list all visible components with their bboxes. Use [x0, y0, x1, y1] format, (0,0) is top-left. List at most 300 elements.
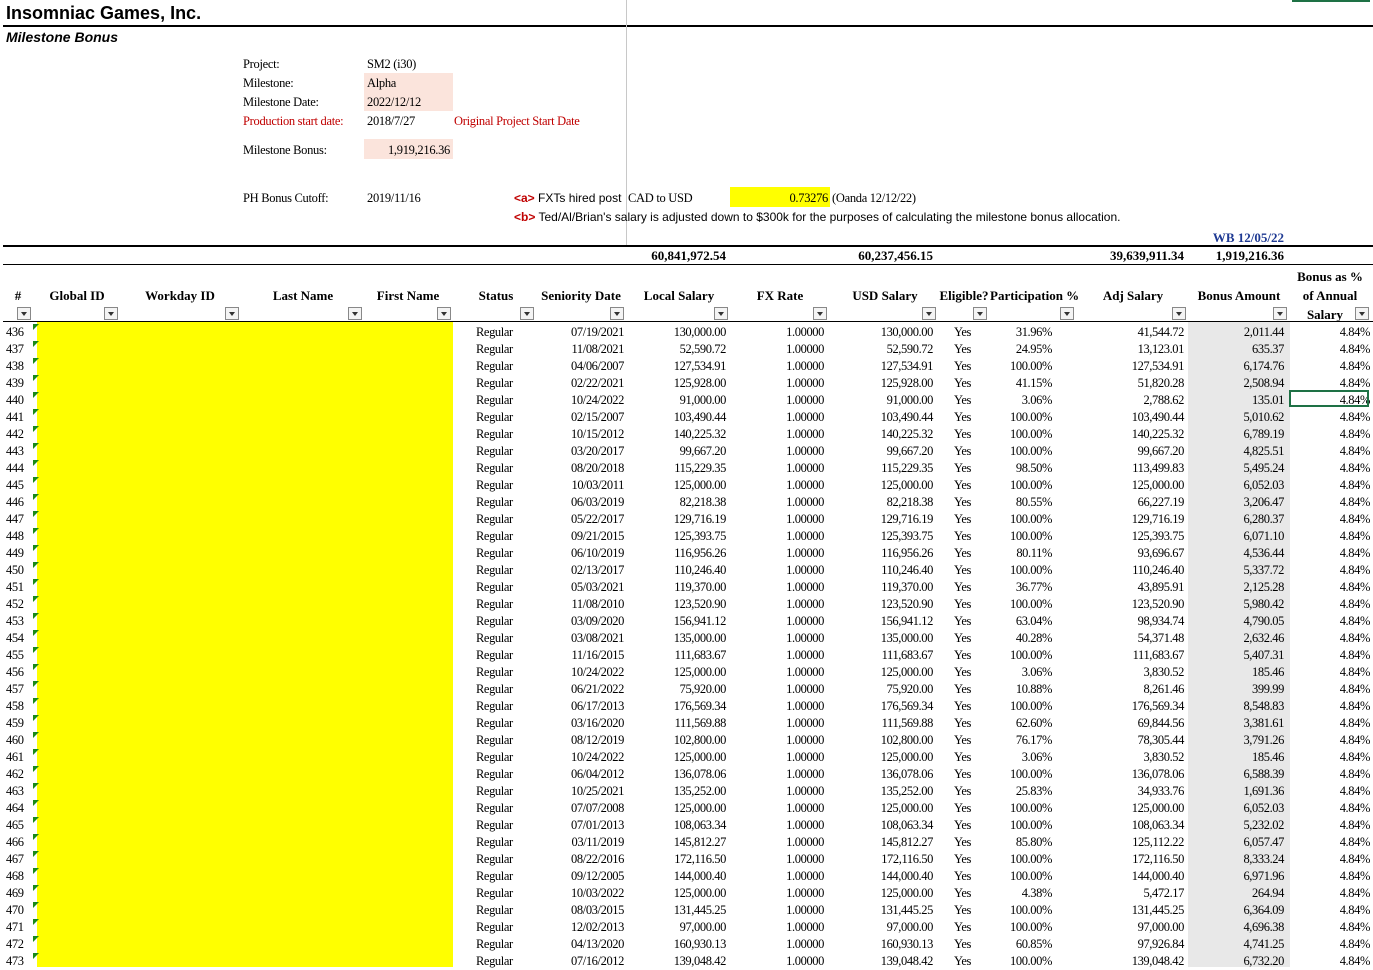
- bonus-amount-cell[interactable]: 2,125.28: [1243, 580, 1284, 594]
- adj-salary-cell[interactable]: 41,544.72: [1137, 325, 1184, 339]
- participation-cell[interactable]: 100.00%: [1010, 529, 1052, 543]
- status-cell[interactable]: Regular: [476, 784, 513, 798]
- col-bonus-pct-header-2[interactable]: of Annual: [1302, 288, 1358, 303]
- seniority-date-cell[interactable]: 03/16/2020: [571, 716, 624, 730]
- adj-salary-cell[interactable]: 3,830.52: [1143, 750, 1184, 764]
- local-salary-cell[interactable]: 111,683.67: [674, 648, 726, 662]
- bonus-amount-cell[interactable]: 6,057.47: [1243, 835, 1284, 849]
- row-number[interactable]: 469: [6, 886, 24, 900]
- bonus-pct-cell[interactable]: 4.84%: [1339, 767, 1370, 781]
- local-salary-cell[interactable]: 125,000.00: [673, 665, 726, 679]
- participation-cell[interactable]: 100.00%: [1010, 818, 1052, 832]
- adj-salary-cell[interactable]: 113,499.83: [1132, 461, 1184, 475]
- row-number[interactable]: 437: [6, 342, 24, 356]
- table-row[interactable]: [0, 783, 1373, 800]
- status-cell[interactable]: Regular: [476, 903, 513, 917]
- col-fx-rate-header[interactable]: FX Rate: [756, 288, 804, 303]
- row-number[interactable]: 467: [6, 852, 24, 866]
- status-cell[interactable]: Regular: [476, 937, 513, 951]
- seniority-date-cell[interactable]: 08/20/2018: [571, 461, 624, 475]
- local-salary-cell[interactable]: 108,063.34: [673, 818, 726, 832]
- local-salary-cell[interactable]: 110,246.40: [674, 563, 726, 577]
- usd-salary-cell[interactable]: 145,812.27: [880, 835, 933, 849]
- eligible-cell[interactable]: Yes: [954, 461, 971, 475]
- table-row[interactable]: [0, 579, 1373, 596]
- bonus-amount-cell[interactable]: 5,980.42: [1243, 597, 1284, 611]
- row-number[interactable]: 446: [6, 495, 24, 509]
- usd-salary-cell[interactable]: 102,800.00: [880, 733, 933, 747]
- participation-cell[interactable]: 100.00%: [1010, 359, 1052, 373]
- adj-salary-cell[interactable]: 131,445.25: [1131, 903, 1184, 917]
- status-cell[interactable]: Regular: [476, 325, 513, 339]
- seniority-date-cell[interactable]: 06/03/2019: [571, 495, 624, 509]
- row-number[interactable]: 455: [6, 648, 24, 662]
- row-number[interactable]: 456: [6, 665, 24, 679]
- table-row[interactable]: [0, 630, 1373, 647]
- col-bonus-pct-header-3[interactable]: Salary: [1306, 307, 1344, 322]
- usd-salary-cell[interactable]: 82,218.38: [886, 495, 933, 509]
- table-row[interactable]: [0, 545, 1373, 562]
- participation-cell[interactable]: 36.77%: [1015, 580, 1052, 594]
- eligible-cell[interactable]: Yes: [954, 597, 971, 611]
- seniority-date-cell[interactable]: 10/24/2022: [571, 750, 624, 764]
- usd-salary-cell[interactable]: 125,000.00: [880, 801, 933, 815]
- bonus-amount-cell[interactable]: 6,588.39: [1243, 767, 1284, 781]
- bonus-amount-cell[interactable]: 6,789.19: [1243, 427, 1284, 441]
- seniority-date-cell[interactable]: 10/03/2022: [571, 886, 624, 900]
- local-salary-cell[interactable]: 82,218.38: [679, 495, 726, 509]
- table-row[interactable]: [0, 409, 1373, 426]
- local-salary-cell[interactable]: 125,000.00: [673, 801, 726, 815]
- status-cell[interactable]: Regular: [476, 376, 513, 390]
- usd-salary-cell[interactable]: 52,590.72: [886, 342, 933, 356]
- bonus-pct-cell[interactable]: 4.84%: [1339, 563, 1370, 577]
- adj-salary-cell[interactable]: 99,667.20: [1137, 444, 1184, 458]
- bonus-amount-cell[interactable]: 135.01: [1252, 393, 1284, 407]
- local-salary-cell[interactable]: 145,812.27: [673, 835, 726, 849]
- col-eligible-header[interactable]: Eligible?: [939, 288, 989, 303]
- fx-rate-cell[interactable]: 1.00000: [786, 461, 824, 475]
- eligible-cell[interactable]: Yes: [954, 750, 971, 764]
- bonus-pct-cell[interactable]: 4.84%: [1339, 937, 1370, 951]
- status-cell[interactable]: Regular: [476, 529, 513, 543]
- bonus-amount-cell[interactable]: 6,280.37: [1243, 512, 1284, 526]
- local-salary-cell[interactable]: 139,048.42: [673, 954, 726, 968]
- seniority-date-cell[interactable]: 08/12/2019: [571, 733, 624, 747]
- participation-cell[interactable]: 41.15%: [1015, 376, 1052, 390]
- row-number[interactable]: 459: [6, 716, 24, 730]
- status-cell[interactable]: Regular: [476, 512, 513, 526]
- participation-cell[interactable]: 24.95%: [1015, 342, 1052, 356]
- local-salary-cell[interactable]: 125,000.00: [673, 750, 726, 764]
- status-cell[interactable]: Regular: [476, 614, 513, 628]
- status-cell[interactable]: Regular: [476, 444, 513, 458]
- usd-salary-cell[interactable]: 140,225.32: [880, 427, 933, 441]
- adj-salary-cell[interactable]: 111,683.67: [1132, 648, 1184, 662]
- usd-salary-cell[interactable]: 129,716.19: [880, 512, 933, 526]
- status-cell[interactable]: Regular: [476, 648, 513, 662]
- row-number[interactable]: 472: [6, 937, 24, 951]
- status-cell[interactable]: Regular: [476, 733, 513, 747]
- seniority-date-cell[interactable]: 06/17/2013: [571, 699, 624, 713]
- bonus-amount-cell[interactable]: 185.46: [1252, 750, 1284, 764]
- table-row[interactable]: [0, 681, 1373, 698]
- bonus-amount-cell[interactable]: 185.46: [1252, 665, 1284, 679]
- participation-cell[interactable]: 100.00%: [1010, 801, 1052, 815]
- col-first-name-header[interactable]: First Name: [376, 288, 440, 303]
- usd-salary-cell[interactable]: 135,000.00: [880, 631, 933, 645]
- usd-salary-cell[interactable]: 130,000.00: [880, 325, 933, 339]
- adj-salary-cell[interactable]: 43,895.91: [1137, 580, 1184, 594]
- table-row[interactable]: [0, 511, 1373, 528]
- bonus-amount-cell[interactable]: 6,971.96: [1243, 869, 1284, 883]
- fx-rate-cell[interactable]: 1.00000: [786, 869, 824, 883]
- cad-usd-value[interactable]: 0.73276: [789, 191, 828, 205]
- bonus-amount-cell[interactable]: 6,052.03: [1243, 801, 1284, 815]
- table-row[interactable]: [0, 766, 1373, 783]
- milestone-bonus-value[interactable]: 1,919,216.36: [387, 143, 450, 157]
- adj-salary-cell[interactable]: 34,933.76: [1137, 784, 1184, 798]
- local-salary-cell[interactable]: 144,000.40: [673, 869, 726, 883]
- fx-rate-cell[interactable]: 1.00000: [786, 580, 824, 594]
- row-number[interactable]: 464: [6, 801, 24, 815]
- seniority-date-cell[interactable]: 05/22/2017: [571, 512, 624, 526]
- filter-global-id-button[interactable]: [104, 307, 118, 320]
- bonus-pct-cell[interactable]: 4.84%: [1339, 886, 1370, 900]
- eligible-cell[interactable]: Yes: [954, 818, 971, 832]
- eligible-cell[interactable]: Yes: [954, 869, 971, 883]
- col-bonus-pct-header-1[interactable]: Bonus as %: [1297, 269, 1363, 284]
- local-salary-cell[interactable]: 136,078.06: [673, 767, 726, 781]
- eligible-cell[interactable]: Yes: [954, 631, 971, 645]
- seniority-date-cell[interactable]: 10/25/2021: [571, 784, 624, 798]
- table-row[interactable]: [0, 885, 1373, 902]
- status-cell[interactable]: Regular: [476, 818, 513, 832]
- usd-salary-cell[interactable]: 125,000.00: [880, 750, 933, 764]
- row-number[interactable]: 439: [6, 376, 24, 390]
- eligible-cell[interactable]: Yes: [954, 648, 971, 662]
- row-number[interactable]: 468: [6, 869, 24, 883]
- eligible-cell[interactable]: Yes: [954, 920, 971, 934]
- participation-cell[interactable]: 100.00%: [1010, 852, 1052, 866]
- status-cell[interactable]: Regular: [476, 886, 513, 900]
- status-cell[interactable]: Regular: [476, 920, 513, 934]
- eligible-cell[interactable]: Yes: [954, 512, 971, 526]
- seniority-date-cell[interactable]: 09/21/2015: [571, 529, 624, 543]
- usd-salary-cell[interactable]: 108,063.34: [880, 818, 933, 832]
- status-cell[interactable]: Regular: [476, 835, 513, 849]
- bonus-pct-cell[interactable]: 4.84%: [1339, 835, 1370, 849]
- filter-fx-rate-button[interactable]: [813, 307, 827, 320]
- fx-rate-cell[interactable]: 1.00000: [786, 801, 824, 815]
- fx-rate-cell[interactable]: 1.00000: [786, 359, 824, 373]
- table-row[interactable]: [0, 732, 1373, 749]
- status-cell[interactable]: Regular: [476, 461, 513, 475]
- bonus-pct-cell[interactable]: 4.84%: [1339, 342, 1370, 356]
- local-salary-cell[interactable]: 115,229.35: [674, 461, 726, 475]
- table-row[interactable]: [0, 851, 1373, 868]
- adj-salary-cell[interactable]: 8,261.46: [1143, 682, 1184, 696]
- eligible-cell[interactable]: Yes: [954, 580, 971, 594]
- adj-salary-cell[interactable]: 110,246.40: [1132, 563, 1184, 577]
- participation-cell[interactable]: 100.00%: [1010, 648, 1052, 662]
- row-number[interactable]: 453: [6, 614, 24, 628]
- bonus-pct-cell[interactable]: 4.84%: [1339, 733, 1370, 747]
- usd-salary-cell[interactable]: 176,569.34: [880, 699, 933, 713]
- table-row[interactable]: [0, 715, 1373, 732]
- row-number[interactable]: 450: [6, 563, 24, 577]
- eligible-cell[interactable]: Yes: [954, 954, 971, 968]
- fx-rate-cell[interactable]: 1.00000: [786, 699, 824, 713]
- participation-cell[interactable]: 100.00%: [1010, 478, 1052, 492]
- table-row[interactable]: [0, 596, 1373, 613]
- participation-cell[interactable]: 76.17%: [1015, 733, 1052, 747]
- participation-cell[interactable]: 80.55%: [1015, 495, 1052, 509]
- status-cell[interactable]: Regular: [476, 852, 513, 866]
- selected-cell[interactable]: [1289, 390, 1369, 407]
- status-cell[interactable]: Regular: [476, 631, 513, 645]
- participation-cell[interactable]: 4.38%: [1021, 886, 1052, 900]
- filter-adj-salary-button[interactable]: [1172, 307, 1186, 320]
- filter-num-button[interactable]: [17, 307, 31, 320]
- eligible-cell[interactable]: Yes: [954, 767, 971, 781]
- fx-rate-cell[interactable]: 1.00000: [786, 631, 824, 645]
- row-number[interactable]: 466: [6, 835, 24, 849]
- row-number[interactable]: 457: [6, 682, 24, 696]
- row-number[interactable]: 458: [6, 699, 24, 713]
- bonus-pct-cell[interactable]: 4.84%: [1339, 512, 1370, 526]
- bonus-pct-cell[interactable]: 4.84%: [1339, 546, 1370, 560]
- bonus-amount-cell[interactable]: 2,508.94: [1243, 376, 1284, 390]
- bonus-pct-cell[interactable]: 4.84%: [1339, 427, 1370, 441]
- row-number[interactable]: 470: [6, 903, 24, 917]
- row-number[interactable]: 447: [6, 512, 24, 526]
- bonus-amount-cell[interactable]: 4,536.44: [1243, 546, 1284, 560]
- adj-salary-cell[interactable]: 123,520.90: [1131, 597, 1184, 611]
- bonus-pct-cell[interactable]: 4.84%: [1339, 920, 1370, 934]
- local-salary-cell[interactable]: 119,370.00: [674, 580, 726, 594]
- adj-salary-cell[interactable]: 127,534.91: [1131, 359, 1184, 373]
- fx-rate-cell[interactable]: 1.00000: [786, 427, 824, 441]
- row-number[interactable]: 461: [6, 750, 24, 764]
- table-row[interactable]: [0, 443, 1373, 460]
- usd-salary-cell[interactable]: 123,520.90: [880, 597, 933, 611]
- local-salary-cell[interactable]: 125,000.00: [673, 478, 726, 492]
- status-cell[interactable]: Regular: [476, 342, 513, 356]
- bonus-pct-cell[interactable]: 4.84%: [1339, 682, 1370, 696]
- fx-rate-cell[interactable]: 1.00000: [786, 597, 824, 611]
- seniority-date-cell[interactable]: 11/08/2010: [571, 597, 624, 611]
- participation-cell[interactable]: 25.83%: [1015, 784, 1052, 798]
- local-salary-cell[interactable]: 75,920.00: [679, 682, 726, 696]
- fx-rate-cell[interactable]: 1.00000: [786, 733, 824, 747]
- bonus-pct-cell[interactable]: 4.84%: [1339, 410, 1370, 424]
- seniority-date-cell[interactable]: 10/03/2011: [571, 478, 624, 492]
- fx-rate-cell[interactable]: 1.00000: [786, 852, 824, 866]
- bonus-pct-cell[interactable]: 4.84%: [1339, 869, 1370, 883]
- ph-cutoff-value[interactable]: 2019/11/16: [367, 191, 421, 205]
- filter-workday-id-button[interactable]: [225, 307, 239, 320]
- adj-salary-cell[interactable]: 51,820.28: [1137, 376, 1184, 390]
- participation-cell[interactable]: 100.00%: [1010, 767, 1052, 781]
- eligible-cell[interactable]: Yes: [954, 376, 971, 390]
- bonus-pct-cell[interactable]: 4.84%: [1339, 393, 1370, 407]
- adj-salary-cell[interactable]: 5,472.17: [1143, 886, 1184, 900]
- participation-cell[interactable]: 100.00%: [1010, 563, 1052, 577]
- participation-cell[interactable]: 100.00%: [1010, 597, 1052, 611]
- bonus-amount-cell[interactable]: 1,691.36: [1243, 784, 1284, 798]
- fx-rate-cell[interactable]: 1.00000: [786, 648, 824, 662]
- eligible-cell[interactable]: Yes: [954, 478, 971, 492]
- participation-cell[interactable]: 85.80%: [1015, 835, 1052, 849]
- fx-rate-cell[interactable]: 1.00000: [786, 886, 824, 900]
- eligible-cell[interactable]: Yes: [954, 784, 971, 798]
- bonus-pct-cell[interactable]: 4.84%: [1339, 665, 1370, 679]
- eligible-cell[interactable]: Yes: [954, 835, 971, 849]
- fx-rate-cell[interactable]: 1.00000: [786, 325, 824, 339]
- adj-salary-cell[interactable]: 13,123.01: [1137, 342, 1184, 356]
- bonus-pct-cell[interactable]: 4.84%: [1339, 648, 1370, 662]
- bonus-amount-cell[interactable]: 8,548.83: [1243, 699, 1284, 713]
- bonus-pct-cell[interactable]: 4.84%: [1339, 784, 1370, 798]
- bonus-pct-cell[interactable]: 4.84%: [1339, 699, 1370, 713]
- local-salary-cell[interactable]: 129,716.19: [673, 512, 726, 526]
- adj-salary-cell[interactable]: 125,000.00: [1131, 801, 1184, 815]
- participation-cell[interactable]: 10.88%: [1015, 682, 1052, 696]
- table-row[interactable]: [0, 375, 1373, 392]
- fx-rate-cell[interactable]: 1.00000: [786, 546, 824, 560]
- bonus-amount-cell[interactable]: 6,732.20: [1243, 954, 1284, 968]
- seniority-date-cell[interactable]: 07/01/2013: [571, 818, 624, 832]
- participation-cell[interactable]: 100.00%: [1010, 410, 1052, 424]
- seniority-date-cell[interactable]: 07/19/2021: [571, 325, 624, 339]
- adj-salary-cell[interactable]: 139,048.42: [1131, 954, 1184, 968]
- eligible-cell[interactable]: Yes: [954, 342, 971, 356]
- status-cell[interactable]: Regular: [476, 682, 513, 696]
- fx-rate-cell[interactable]: 1.00000: [786, 954, 824, 968]
- status-cell[interactable]: Regular: [476, 767, 513, 781]
- usd-salary-cell[interactable]: 125,000.00: [880, 478, 933, 492]
- seniority-date-cell[interactable]: 03/11/2019: [571, 835, 624, 849]
- status-cell[interactable]: Regular: [476, 546, 513, 560]
- bonus-amount-cell[interactable]: 2,011.44: [1243, 325, 1284, 339]
- table-row[interactable]: [0, 698, 1373, 715]
- adj-salary-cell[interactable]: 125,000.00: [1131, 478, 1184, 492]
- local-salary-cell[interactable]: 176,569.34: [673, 699, 726, 713]
- adj-salary-cell[interactable]: 125,393.75: [1131, 529, 1184, 543]
- seniority-date-cell[interactable]: 03/08/2021: [571, 631, 624, 645]
- status-cell[interactable]: Regular: [476, 563, 513, 577]
- filter-usd-salary-button[interactable]: [922, 307, 936, 320]
- row-number[interactable]: 445: [6, 478, 24, 492]
- local-salary-cell[interactable]: 140,225.32: [673, 427, 726, 441]
- adj-salary-cell[interactable]: 136,078.06: [1131, 767, 1184, 781]
- table-row[interactable]: [0, 494, 1373, 511]
- row-number[interactable]: 449: [6, 546, 24, 560]
- participation-cell[interactable]: 100.00%: [1010, 427, 1052, 441]
- filter-seniority-button[interactable]: [610, 307, 624, 320]
- adj-salary-cell[interactable]: 140,225.32: [1131, 427, 1184, 441]
- local-salary-cell[interactable]: 130,000.00: [673, 325, 726, 339]
- seniority-date-cell[interactable]: 12/02/2013: [571, 920, 624, 934]
- bonus-amount-cell[interactable]: 4,696.38: [1243, 920, 1284, 934]
- row-number[interactable]: 448: [6, 529, 24, 543]
- local-salary-cell[interactable]: 127,534.91: [673, 359, 726, 373]
- seniority-date-cell[interactable]: 08/03/2015: [571, 903, 624, 917]
- local-salary-cell[interactable]: 156,941.12: [673, 614, 726, 628]
- bonus-pct-cell[interactable]: 4.84%: [1339, 325, 1370, 339]
- participation-cell[interactable]: 3.06%: [1021, 750, 1052, 764]
- bonus-amount-cell[interactable]: 4,825.51: [1243, 444, 1284, 458]
- usd-salary-cell[interactable]: 111,569.88: [881, 716, 933, 730]
- bonus-pct-cell[interactable]: 4.84%: [1339, 954, 1370, 968]
- table-row[interactable]: [0, 477, 1373, 494]
- col-status-header[interactable]: Status: [478, 288, 514, 303]
- seniority-date-cell[interactable]: 06/10/2019: [571, 546, 624, 560]
- adj-salary-cell[interactable]: 98,934.74: [1137, 614, 1184, 628]
- fx-rate-cell[interactable]: 1.00000: [786, 784, 824, 798]
- adj-salary-cell[interactable]: 108,063.34: [1131, 818, 1184, 832]
- fx-rate-cell[interactable]: 1.00000: [786, 716, 824, 730]
- fx-rate-cell[interactable]: 1.00000: [786, 937, 824, 951]
- eligible-cell[interactable]: Yes: [954, 325, 971, 339]
- local-salary-cell[interactable]: 125,928.00: [673, 376, 726, 390]
- eligible-cell[interactable]: Yes: [954, 427, 971, 441]
- table-row[interactable]: [0, 749, 1373, 766]
- row-number[interactable]: 454: [6, 631, 24, 645]
- seniority-date-cell[interactable]: 11/16/2015: [571, 648, 624, 662]
- bonus-pct-cell[interactable]: 4.84%: [1339, 631, 1370, 645]
- local-salary-cell[interactable]: 160,930.13: [673, 937, 726, 951]
- fx-rate-cell[interactable]: 1.00000: [786, 665, 824, 679]
- status-cell[interactable]: Regular: [476, 716, 513, 730]
- table-row[interactable]: [0, 324, 1373, 341]
- status-cell[interactable]: Regular: [476, 359, 513, 373]
- seniority-date-cell[interactable]: 04/06/2007: [571, 359, 624, 373]
- bonus-amount-cell[interactable]: 3,381.61: [1243, 716, 1284, 730]
- seniority-date-cell[interactable]: 10/15/2012: [571, 427, 624, 441]
- bonus-amount-cell[interactable]: 5,232.02: [1243, 818, 1284, 832]
- bonus-pct-cell[interactable]: 4.84%: [1339, 478, 1370, 492]
- row-number[interactable]: 473: [6, 954, 24, 968]
- table-row[interactable]: [0, 868, 1373, 885]
- eligible-cell[interactable]: Yes: [954, 903, 971, 917]
- filter-bonus-pct-button[interactable]: [1355, 307, 1369, 320]
- participation-cell[interactable]: 60.85%: [1015, 937, 1052, 951]
- participation-cell[interactable]: 98.50%: [1015, 461, 1052, 475]
- filter-eligible-button[interactable]: [973, 307, 987, 320]
- seniority-date-cell[interactable]: 07/16/2012: [571, 954, 624, 968]
- bonus-pct-cell[interactable]: 4.84%: [1339, 444, 1370, 458]
- bonus-pct-cell[interactable]: 4.84%: [1339, 359, 1370, 373]
- status-cell[interactable]: Regular: [476, 495, 513, 509]
- eligible-cell[interactable]: Yes: [954, 682, 971, 696]
- row-number[interactable]: 441: [6, 410, 24, 424]
- eligible-cell[interactable]: Yes: [954, 699, 971, 713]
- status-cell[interactable]: Regular: [476, 954, 513, 968]
- bonus-amount-cell[interactable]: 6,364.09: [1243, 903, 1284, 917]
- fx-rate-cell[interactable]: 1.00000: [786, 682, 824, 696]
- bonus-pct-cell[interactable]: 4.84%: [1339, 495, 1370, 509]
- bonus-pct-cell[interactable]: 4.84%: [1339, 852, 1370, 866]
- bonus-pct-cell[interactable]: 4.84%: [1339, 903, 1370, 917]
- fx-rate-cell[interactable]: 1.00000: [786, 444, 824, 458]
- eligible-cell[interactable]: Yes: [954, 529, 971, 543]
- participation-cell[interactable]: 100.00%: [1010, 903, 1052, 917]
- col-local-salary-header[interactable]: Local Salary: [643, 288, 715, 303]
- fx-rate-cell[interactable]: 1.00000: [786, 767, 824, 781]
- bonus-amount-cell[interactable]: 399.99: [1252, 682, 1284, 696]
